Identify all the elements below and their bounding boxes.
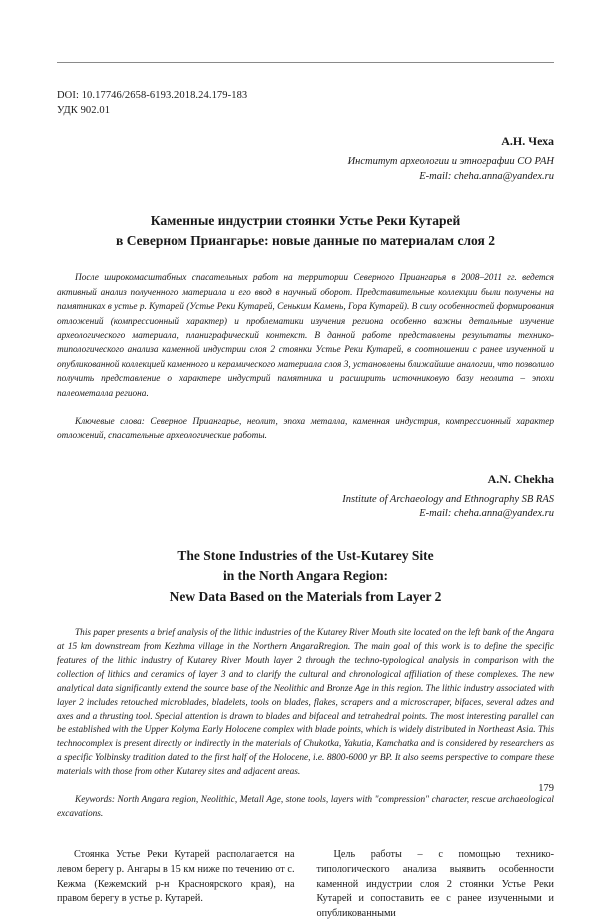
page-content — [57, 88, 554, 922]
page-number: 179 — [538, 783, 554, 794]
title-english-line-1: The Stone Industries of the Ust-Kutarey Site — [177, 548, 434, 564]
article-title-english — [57, 546, 554, 607]
affiliation-russian — [57, 155, 554, 184]
doi-block — [57, 88, 554, 118]
udk-line: УДК 902.01 — [57, 105, 111, 117]
title-english-line-2: in the North Angara Region: — [223, 568, 388, 584]
article-title-russian — [57, 211, 554, 252]
header-divider-rule — [57, 62, 554, 63]
body-columns — [57, 848, 554, 922]
title-russian-line-1: Каменные индустрии стоянки Устье Реки Кутарей — [150, 212, 461, 228]
email-english: E-mail: cheha.anna@yandex.ru — [419, 508, 554, 520]
abstract-english: This paper presents a brief analysis of the lithic industries of the Kutarey River Mouth site located on the left bank of the Angara at 15 km downstream from Kezhma village in the Northern AngaraRregion. The main goal of this work is to define the specific features of the lithic industry of Kutarey River Mouth layer 2 through the techno-typological analysis in comparison with the collection of lithics and ceramics of layer 3 and to clarify the cultural and chronological affiliation of these complexes. The new analytical data significantly extend the source base of the Neolithic and Bronze Age in this region. The lithic industry associated with layer 2 includes retouched microblades, bladelets, tools on blades, flakes, scrapers and a microscraper, bifaces, several adzes and axes and a thrusting tool. Special attention is drawn to blades and bifaceal and tetrahedral points. The most interesting parallel can be established with the Upper Kolyma Early Holocene complex with blade points, which is widely distributed in Northeast Asia. This technocomplex is present directly or indirectly in the materials of Chukotka, Yakutia, Kamchatka and is considered by researchers as a specific Yolbinsky tradition dated to the first half of the Holocene, i.e. 8800-6000 yr BP. It also seems perspective to compare these materials with those from other Kutarey sites and adjacent areas. — [57, 627, 554, 778]
institute-russian: Институт археологии и этнографии СО РАН — [347, 156, 554, 168]
author-name-russian: А.Н. Чеха — [501, 134, 554, 149]
affiliation-english — [57, 493, 554, 522]
author-name-english: A.N. Chekha — [487, 471, 554, 486]
keywords-russian: Ключевые слова: Северное Приангарье, неолит, эпоха металла, каменная индустрия, компрессионный характер отложений, спасательные археологические работы. — [57, 416, 554, 442]
email-russian: E-mail: cheha.anna@yandex.ru — [419, 171, 554, 183]
doi-line: DOI: 10.17746/2658-6193.2018.24.179-183 — [57, 90, 248, 101]
keywords-english: Keywords: North Angara region, Neolithic, Metall Age, stone tools, layers with "compression" character, rescue archaeological excavations. — [57, 795, 554, 820]
body-paragraph-right: Цель работы – с помощью технико-типологического анализа выявить особенности каменной индустрии слоя 2 стоянки Устье Реки Кутарей и сопоставить ее с ранее изученными и опубликованными — [316, 849, 554, 920]
body-column-right — [317, 848, 555, 922]
title-russian-line-2: в Северном Приангарье: новые данные по материалам слоя 2 — [116, 233, 495, 249]
body-column-left — [57, 848, 295, 922]
title-english-line-3: New Data Based on the Materials from Layer 2 — [169, 588, 442, 604]
abstract-russian: После широкомасштабных спасательных работ на территории Северного Приангарья в 2008–2011 гг. ведется активный анализ полученного материала и его ввод в научный оборот. Представительные коллекции были получены на памятниках в устье р. Кутарей (Устье Реки Кутарей, Сеньким Камень, Гора Кутарей). В силу особенностей формирования отложений (компрессионный характер) и проблематики изучения региона особенно важны детальные изучение археологического материала, планиграфический контекст. В данной работе представлены результаты технико-типологического анализа каменной индустрии слоя 2 стоянки Устье Реки Кутарей, в соотношении с ранее изученной и опубликованной коллекцией каменного и керамического материала слоя 3, установлены ближайшие аналогии, что позволило получить представление о характере индустрий памятника и расширить источниковую базу неолита – эпохи палеометалла региона. — [57, 273, 554, 399]
institute-english: Institute of Archaeology and Ethnography SB RAS — [342, 493, 554, 505]
body-paragraph-left: Стоянка Устье Реки Кутарей располагается на левом берегу р. Ангары в 15 км ниже по течению от с. Кежма (Кежемский р-н Красноярского края), на правом берегу в устье р. Кутарей. — [57, 849, 295, 905]
